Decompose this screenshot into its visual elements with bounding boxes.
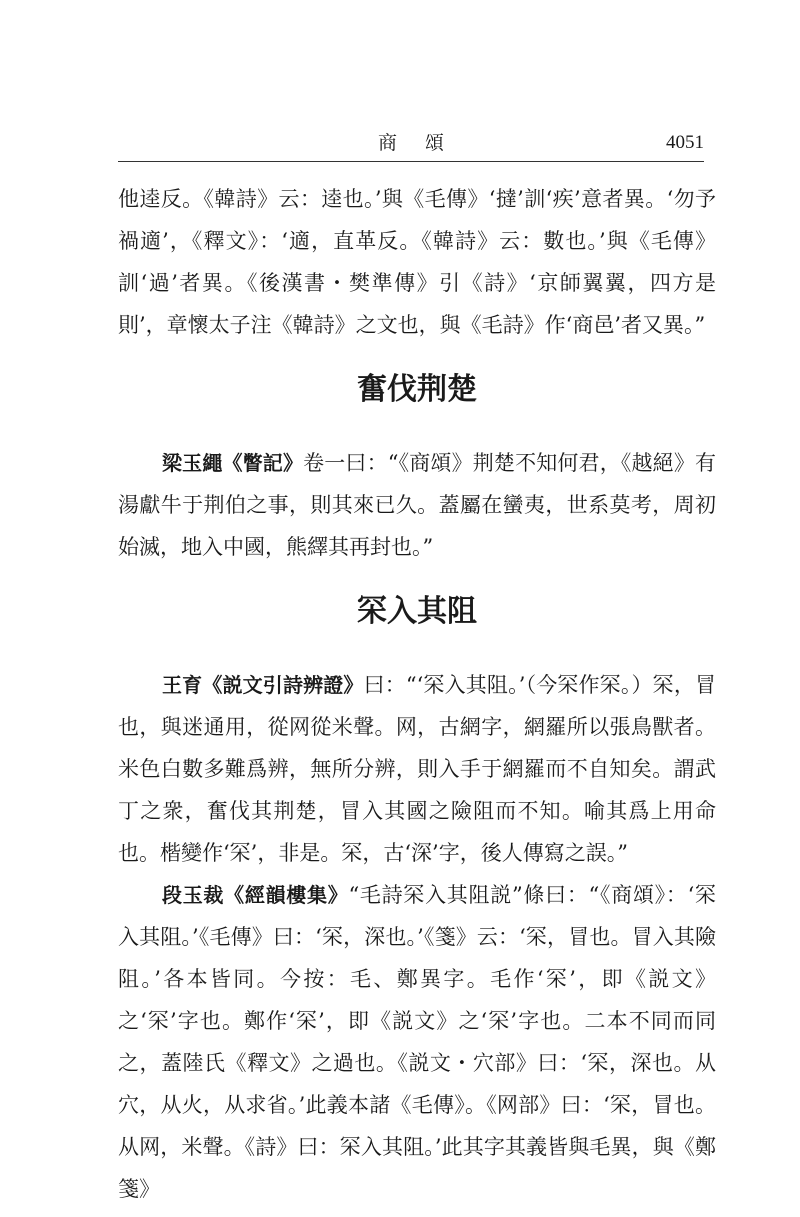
entry-paragraph xyxy=(118,664,716,874)
body-text xyxy=(118,178,716,1210)
entry-source: 王育《説文引詩辨證》 xyxy=(162,673,364,697)
entry-source: 段玉裁《經韻樓集》 xyxy=(162,883,349,907)
entry-text: “毛詩罙入其阻説”條曰：“《商頌》：‘罙入其阻。’《毛傳》曰：‘罙，深也。’《箋》云：‘罙，冒也。冒入其險阻。’各本皆同。今按：毛、鄭異字。毛作‘罙’，即《説文》之‘罙’字也。鄭作‘罙’，即《説文》之‘罙’字也。二本不同而同之，蓋陸氏《釋文》之過也。《説文・穴部》曰：‘罙，深也。从穴，从火，从求省。’此義本諸《毛傳》。《网部》曰：‘罙，冒也。从网，米聲。《詩》曰：罙入其阻。’此其字其義皆與毛異，與《鄭箋》 xyxy=(118,883,716,1201)
page-number: 4051 xyxy=(666,132,704,153)
header-rule xyxy=(118,161,704,162)
entry-paragraph xyxy=(118,442,716,568)
section-title-fenfa-jingchu: 奮伐荆楚 xyxy=(357,372,477,407)
section-title-shenru-qizu: 罙入其阻 xyxy=(357,594,477,629)
entry-source: 梁玉繩《瞥記》 xyxy=(162,451,304,475)
continuation-paragraph: 他逵反。《韓詩》云：逵也。’與《毛傳》‘撻’訓‘疾’意者異。‘勿予禍適’，《釋文》：‘適，直革反。《韓詩》云：數也。’與《毛傳》訓‘過’者異。《後漢書・樊準傳》引《詩》‘京師翼翼，四方是則’，章懷太子注《韓詩》之文也，與《毛詩》作‘商邑’者又異。” xyxy=(118,187,716,337)
entry-paragraph xyxy=(118,874,716,1210)
entry-text: 卷一曰：“《商頌》荆楚不知何君，《越絕》有湯獻牛于荆伯之事，則其來已久。蓋屬在蠻夷，世系莫考，周初始滅，地入中國，熊繹其再封也。” xyxy=(118,451,717,559)
running-head xyxy=(118,128,704,158)
running-title: 商頌 xyxy=(377,132,472,154)
entry-text: 曰：“‘罙入其阻。’（今罙作罙。）罙，冒也，與迷通用，從网從米聲。网，古網字，網羅所以張鳥獸者。米色白數多難爲辨，無所分辨，則入手于網羅而不自知矣。謂武丁之衆，奮伐其荆楚，冒入其國之險阻而不知。喻其爲上用命也。楷變作‘罙’，非是。罙，古‘深’字，後人傳寫之誤。” xyxy=(118,673,716,865)
